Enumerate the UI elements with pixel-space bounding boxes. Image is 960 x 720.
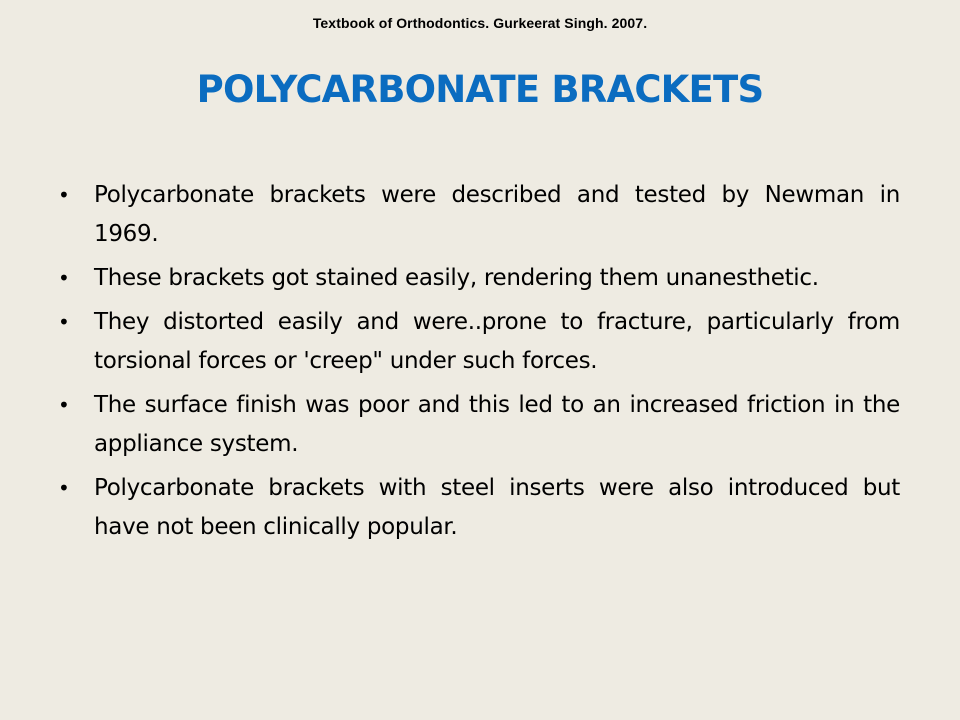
bullet-item <box>58 386 900 464</box>
bullet-text: Polycarbonate brackets with steel inserts were also introduced but have not been clinically popular. <box>94 475 900 540</box>
bullet-dot-icon: • <box>58 476 70 500</box>
bullet-item <box>58 259 900 298</box>
bullet-text: They distorted easily and were..prone to fracture, particularly from torsional forces or 'creep" under such forces. <box>94 309 900 374</box>
bullet-list <box>58 176 900 552</box>
bullet-item <box>58 469 900 547</box>
bullet-dot-icon: • <box>58 266 70 290</box>
bullet-text: The surface finish was poor and this led to an increased friction in the appliance system. <box>94 392 900 457</box>
bullet-dot-icon: • <box>58 393 70 417</box>
bullet-dot-icon: • <box>58 183 70 207</box>
bullet-item <box>58 303 900 381</box>
bullet-text: These brackets got stained easily, rendering them unanesthetic. <box>94 265 819 291</box>
slide-title: POLYCARBONATE BRACKETS <box>196 68 764 111</box>
bullet-text: Polycarbonate brackets were described and tested by Newman in 1969. <box>94 182 900 247</box>
source-citation: Textbook of Orthodontics. Gurkeerat Singh. 2007. <box>312 15 648 31</box>
bullet-item <box>58 176 900 254</box>
bullet-dot-icon: • <box>58 310 70 334</box>
